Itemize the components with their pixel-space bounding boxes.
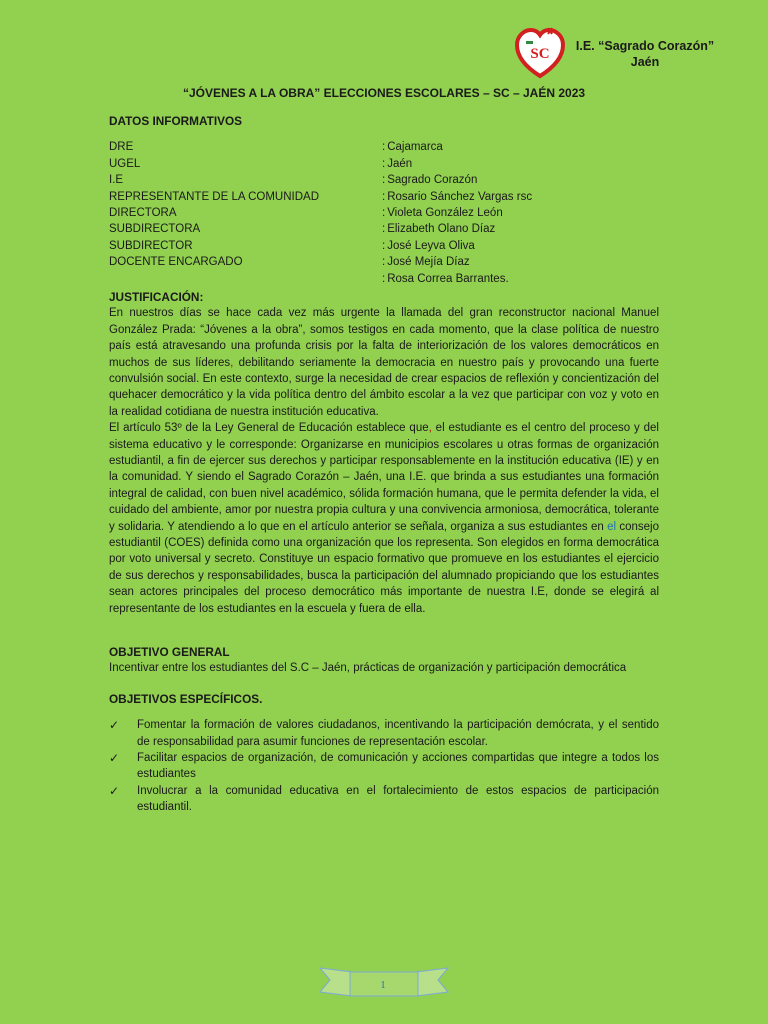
list-item	[109, 783, 659, 816]
objetivo-text: Facilitar espacios de organización, de comunicación y acciones compartidas que integre a todos los estudiantes	[137, 752, 659, 781]
info-value: : Cajamarca	[382, 141, 443, 154]
info-label: DRE	[109, 141, 134, 154]
info-value: : Jaén	[382, 157, 413, 170]
info-value: : Sagrado Corazón	[382, 174, 478, 187]
info-label: I.E	[109, 174, 124, 187]
datos-heading: DATOS INFORMATIVOS	[109, 114, 243, 128]
objetivo-general-text: Incentivar entre los estudiantes del S.C – Jaén, prácticas de organización y participación democrática	[109, 662, 627, 675]
checkmark-icon: ✓	[109, 751, 120, 766]
objetivos-list	[109, 717, 659, 815]
info-value: : José Leyva Oliva	[382, 239, 475, 252]
list-item	[109, 750, 659, 783]
info-value: : Rosa Correa Barrantes.	[382, 272, 509, 285]
info-value: : Elizabeth Olano Díaz	[382, 223, 496, 236]
logo-text: SC	[530, 46, 550, 62]
info-row	[109, 271, 659, 287]
school-name-line1: I.E. “Sagrado Corazón”	[575, 39, 715, 53]
info-row	[109, 172, 659, 188]
info-label: SUBDIRECTORA	[109, 223, 201, 236]
checkmark-icon: ✓	[109, 783, 120, 798]
info-row	[109, 189, 659, 205]
list-item	[109, 717, 659, 750]
info-row	[109, 156, 659, 172]
school-logo-icon	[514, 26, 566, 80]
school-name-block	[568, 38, 722, 70]
info-row	[109, 139, 659, 155]
info-value: : Violeta González León	[382, 206, 503, 219]
info-table	[109, 139, 659, 287]
info-label	[109, 271, 382, 287]
justificacion-paragraph-2: El artículo 53º de la Ley General de Educación establece que, el estudiante es el centro del proceso y del sistema educativo y le corresponde: Organizarse en municipios escolares u otras formas de organización estudiantil, a fin de ejercer sus derechos y participar responsablemente en la institución educativa (IE) y en la comunidad. Y siendo el Sagrado Corazón – Jaén, una I.E. que brinda a sus estudiantes una formación integral de calidad, con buen nivel académico, sólida formación humana, que le permita defender la vida, el cuidado del ambiente, amor por nuestra propia cultura y una convivencia armoniosa, democrática, tolerante y solidaria. Y atendiendo a lo que en el artículo anterior se señala, organiza a sus estudiantes en el consejo estudiantil (COES) definida como una organización que los representa. Son elegidos en forma democrática por voto universal y secreto. Constituye un espacio formativo que promueve en los estudiantes el ejercicio de sus derechos y responsabilidades, busca la participación del alumnado propiciando que los estudiantes sean actores principales del proceso democrático más importante de nuestra I.E, donde se elegirá al representante de los estudiantes en la escuela y fuera de ella.	[109, 422, 659, 615]
info-row	[109, 254, 659, 270]
justificacion-heading: JUSTIFICACIÓN:	[109, 289, 204, 304]
info-label: REPRESENTANTE DE LA COMUNIDAD	[109, 190, 320, 203]
info-row	[109, 205, 659, 221]
objetivo-general-heading: OBJETIVO GENERAL	[109, 645, 230, 660]
info-value: : Rosario Sánchez Vargas rsc	[382, 190, 533, 203]
info-row	[109, 238, 659, 254]
objetivo-text: Involucrar a la comunidad educativa en el fortalecimiento de estos espacios de participación estudiantil.	[137, 784, 659, 814]
document-title: “JÓVENES A LA OBRA” ELECCIONES ESCOLARES – SC – JAÉN 2023	[182, 86, 586, 100]
school-name-line2: Jaén	[630, 55, 660, 69]
info-label: DOCENTE ENCARGADO	[109, 256, 243, 269]
document-body	[109, 113, 659, 816]
page-number: 1	[380, 979, 386, 991]
info-row	[109, 221, 659, 237]
objetivo-text: Fomentar la formación de valores ciudadanos, incentivando la participación demócrata, y el sentido de responsabilidad para asumir funciones de representación escolar.	[137, 719, 659, 748]
info-label: DIRECTORA	[109, 206, 177, 219]
objetivos-especificos-heading: OBJETIVOS ESPECÍFICOS.	[109, 691, 263, 706]
info-value: : José Mejía Díaz	[382, 256, 470, 269]
justificacion-paragraph-1: En nuestros días se hace cada vez más urgente la llamada del gran reconstructor nacional Manuel González Prada: “Jóvenes a la obra”, somos testigos en cada momento, que la clase política de nuestro país está atravesando una profunda crisis por la falta de interiorización de los valores democráticos en muchos de sus líderes, debilitando seriamente la democracia en nuestro país y provocando una fuerte convulsión social. En este contexto, surge la necesidad de crear espacios de reflexión y concientización del quehacer democrático y la vida política dentro del ámbito escolar a la vez que participar con voz y voto en la realidad cotidiana de nuestra institución educativa.	[109, 307, 660, 418]
info-label: SUBDIRECTOR	[109, 239, 193, 252]
info-label: UGEL	[109, 157, 141, 170]
checkmark-icon: ✓	[109, 718, 120, 733]
